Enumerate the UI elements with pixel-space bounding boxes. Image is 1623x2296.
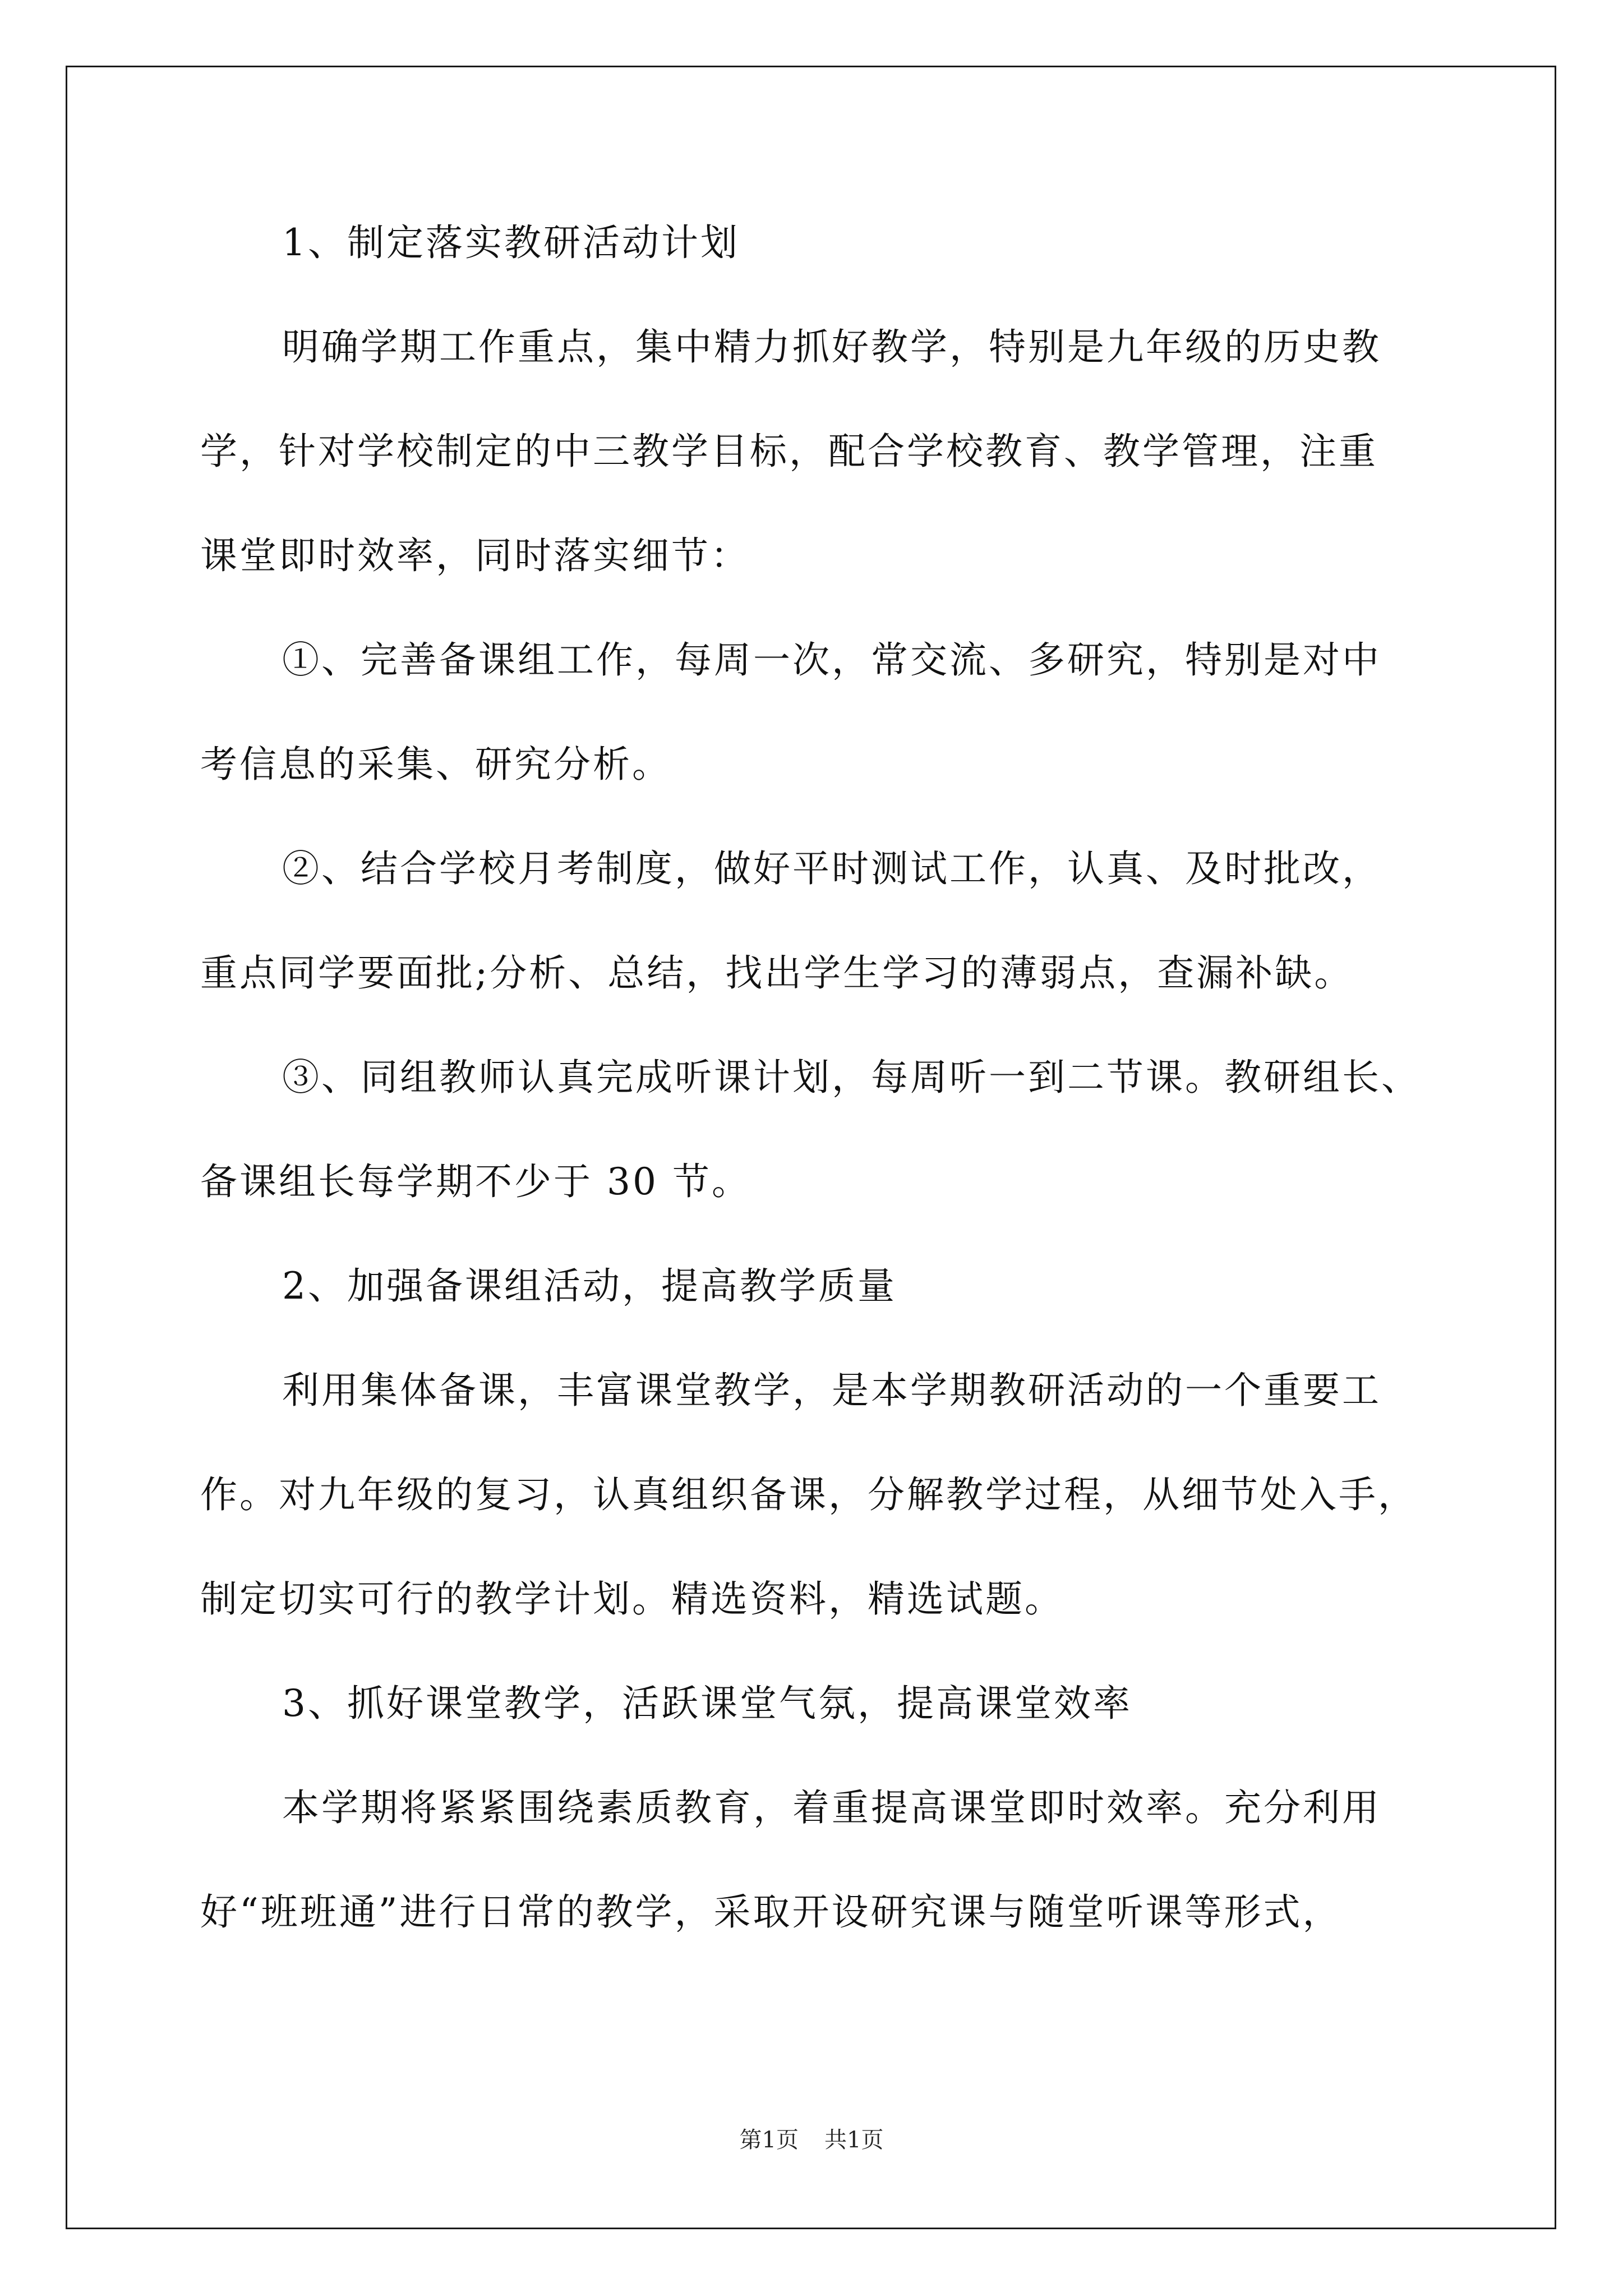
page-footer <box>0 2126 1623 2154</box>
heading-1: 1、制定落实教研活动计划 <box>282 221 740 264</box>
paragraph-line: 好“班班通”进行日常的教学，采取开设研究课与随堂听课等形式， <box>200 1890 1342 1934</box>
paragraph-line: 重点同学要面批;分析、总结，找出学生学习的薄弱点，查漏补缺。 <box>200 951 1354 995</box>
heading-2: 2、加强备课组活动，提高教学质量 <box>282 1264 897 1308</box>
page-number: 第1页 <box>739 2127 799 2153</box>
heading-3: 3、抓好课堂教学，活跃课堂气氛，提高课堂效率 <box>282 1682 1132 1725</box>
paragraph-line: 学，针对学校制定的中三教学目标，配合学校教育、教学管理，注重 <box>200 430 1378 473</box>
paragraph-line: 考信息的采集、研究分析。 <box>200 743 671 786</box>
paragraph-line: 利用集体备课，丰富课堂教学，是本学期教研活动的一个重要工 <box>282 1369 1381 1412</box>
paragraph-line: 备课组长每学期不少于 30 节。 <box>200 1160 751 1203</box>
paragraph-line: 课堂即时效率，同时落实细节： <box>200 534 750 577</box>
paragraph-line: 明确学期工作重点，集中精力抓好教学，特别是九年级的历史教 <box>282 325 1381 369</box>
paragraph-line: 制定切实可行的教学计划。精选资料，精选试题。 <box>200 1577 1064 1621</box>
paragraph-line: 作。对九年级的复习，认真组织备课，分解教学过程，从细节处入手， <box>200 1473 1417 1516</box>
paragraph-line: 本学期将紧紧围绕素质教育，着重提高课堂即时效率。充分利用 <box>282 1786 1381 1829</box>
page-total: 共1页 <box>824 2127 884 2153</box>
paragraph-line: ③、同组教师认真完成听课计划，每周听一到二节课。教研组长、 <box>282 1056 1421 1099</box>
paragraph-line: ①、完善备课组工作，每周一次，常交流、多研究，特别是对中 <box>282 638 1381 682</box>
paragraph-line: ②、结合学校月考制度，做好平时测试工作，认真、及时批改， <box>282 847 1381 890</box>
